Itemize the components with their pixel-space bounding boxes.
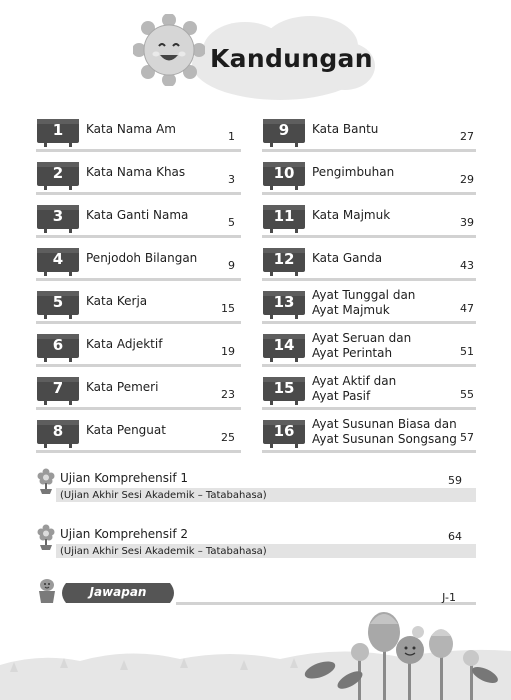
page-number: 39 [460, 216, 474, 229]
toc-entry[interactable] [262, 202, 476, 238]
signboard-icon [262, 376, 306, 406]
chapter-number: 16 [273, 422, 295, 440]
toc-entry[interactable] [262, 288, 476, 324]
page-number: 15 [221, 302, 235, 315]
chapter-title: Kata Majmuk [312, 208, 391, 222]
page-number: 51 [460, 345, 474, 358]
page-number: 57 [460, 431, 474, 444]
page-number: 3 [228, 173, 235, 186]
toc-entry[interactable] [36, 374, 241, 410]
chapter-title: Ayat Susunan Biasa dan Ayat Susunan Songsang [312, 417, 457, 446]
page-number: 43 [460, 259, 474, 272]
chapter-title: Kata Ganti Nama [86, 208, 189, 222]
chapter-title: Ayat Aktif dan Ayat Pasif [312, 374, 397, 403]
divider [262, 278, 476, 281]
chapter-number: 9 [278, 121, 290, 139]
toc-entry[interactable] [262, 331, 476, 367]
page-title: Kandungan [210, 44, 373, 73]
chapter-title: Kata Ganda [312, 251, 383, 265]
divider [262, 407, 476, 410]
chapter-title: Kata Nama Am [86, 122, 176, 136]
ujian-subtitle: (Ujian Akhir Sesi Akademik – Tatabahasa) [60, 490, 267, 501]
header [0, 0, 511, 110]
chapter-title: Kata Adjektif [86, 337, 163, 351]
page-number: 9 [228, 259, 235, 272]
divider [36, 364, 241, 367]
toc-entry[interactable] [262, 116, 476, 152]
signboard-icon [36, 333, 80, 363]
signboard-icon [36, 118, 80, 148]
signboard-icon [36, 204, 80, 234]
chapter-number: 10 [273, 164, 295, 182]
ujian-subtitle: (Ujian Akhir Sesi Akademik – Tatabahasa) [60, 546, 267, 557]
divider [262, 364, 476, 367]
chapter-number: 13 [273, 293, 295, 311]
chapter-number: 5 [52, 293, 64, 311]
signboard-icon [262, 333, 306, 363]
page-number: 59 [448, 474, 462, 487]
toc-entry[interactable] [36, 245, 241, 281]
jawapan-label: Jawapan [89, 585, 147, 599]
toc-entry[interactable] [36, 159, 241, 195]
ujian-title: Ujian Komprehensif 1 [60, 471, 189, 485]
signboard-icon [262, 290, 306, 320]
toc-entry[interactable] [36, 417, 241, 453]
jawapan-entry[interactable] [36, 578, 476, 608]
chapter-number: 8 [52, 422, 64, 440]
signboard-icon [36, 161, 80, 191]
chapter-number: 15 [273, 379, 295, 397]
toc-entry[interactable] [36, 116, 241, 152]
flower-icon [36, 524, 56, 550]
divider [262, 149, 476, 152]
chapter-number: 12 [273, 250, 295, 268]
page-number: J-1 [442, 591, 456, 604]
chapter-number: 7 [52, 379, 64, 397]
chapter-number: 14 [273, 336, 295, 354]
chapter-number: 6 [52, 336, 64, 354]
flower-icon [36, 468, 56, 494]
toc-entry[interactable] [262, 245, 476, 281]
toc-entry[interactable] [36, 202, 241, 238]
toc-entry[interactable] [262, 374, 476, 410]
toc-entry[interactable] [262, 159, 476, 195]
chapter-number: 3 [52, 207, 64, 225]
chapter-title: Ayat Seruan dan Ayat Perintah [312, 331, 412, 360]
divider [36, 235, 241, 238]
chapter-title: Kata Nama Khas [86, 165, 186, 179]
divider [36, 321, 241, 324]
ujian-entry[interactable] [36, 524, 476, 564]
smiling-sun-icon [133, 14, 205, 86]
signboard-icon [262, 204, 306, 234]
divider [36, 450, 241, 453]
divider [36, 149, 241, 152]
chapter-title: Penjodoh Bilangan [86, 251, 198, 265]
ujian-entry[interactable] [36, 468, 476, 508]
page-number: 1 [228, 130, 235, 143]
divider [262, 321, 476, 324]
signboard-icon [262, 419, 306, 449]
toc-entry[interactable] [36, 288, 241, 324]
divider [262, 450, 476, 453]
ujian-title: Ujian Komprehensif 2 [60, 527, 189, 541]
toc-entry[interactable] [262, 417, 476, 453]
toc-entry[interactable] [36, 331, 241, 367]
chapter-number: 1 [52, 121, 64, 139]
divider [36, 192, 241, 195]
page-number: 19 [221, 345, 235, 358]
page-number: 64 [448, 530, 462, 543]
signboard-icon [262, 118, 306, 148]
signboard-icon [36, 247, 80, 277]
chapter-title: Kata Kerja [86, 294, 148, 308]
flower-garden-decoration [0, 610, 511, 700]
chapter-title: Kata Bantu [312, 122, 379, 136]
signboard-icon [36, 376, 80, 406]
signboard-icon [36, 419, 80, 449]
chapter-title: Kata Pemeri [86, 380, 159, 394]
signboard-icon [262, 161, 306, 191]
divider [262, 235, 476, 238]
chapter-title: Kata Penguat [86, 423, 166, 437]
divider [36, 407, 241, 410]
chapter-number: 2 [52, 164, 64, 182]
page-number: 23 [221, 388, 235, 401]
page-number: 27 [460, 130, 474, 143]
signboard-icon [36, 290, 80, 320]
divider [262, 192, 476, 195]
divider [36, 278, 241, 281]
chapter-title: Pengimbuhan [312, 165, 395, 179]
page-number: 25 [221, 431, 235, 444]
page-number: 29 [460, 173, 474, 186]
chapter-number: 4 [52, 250, 64, 268]
divider [176, 602, 476, 605]
plant-pot-icon [36, 578, 58, 604]
page-number: 5 [228, 216, 235, 229]
page-number: 47 [460, 302, 474, 315]
chapter-number: 11 [273, 207, 295, 225]
chapter-title: Ayat Tunggal dan Ayat Majmuk [312, 288, 416, 317]
page-number: 55 [460, 388, 474, 401]
signboard-icon [262, 247, 306, 277]
